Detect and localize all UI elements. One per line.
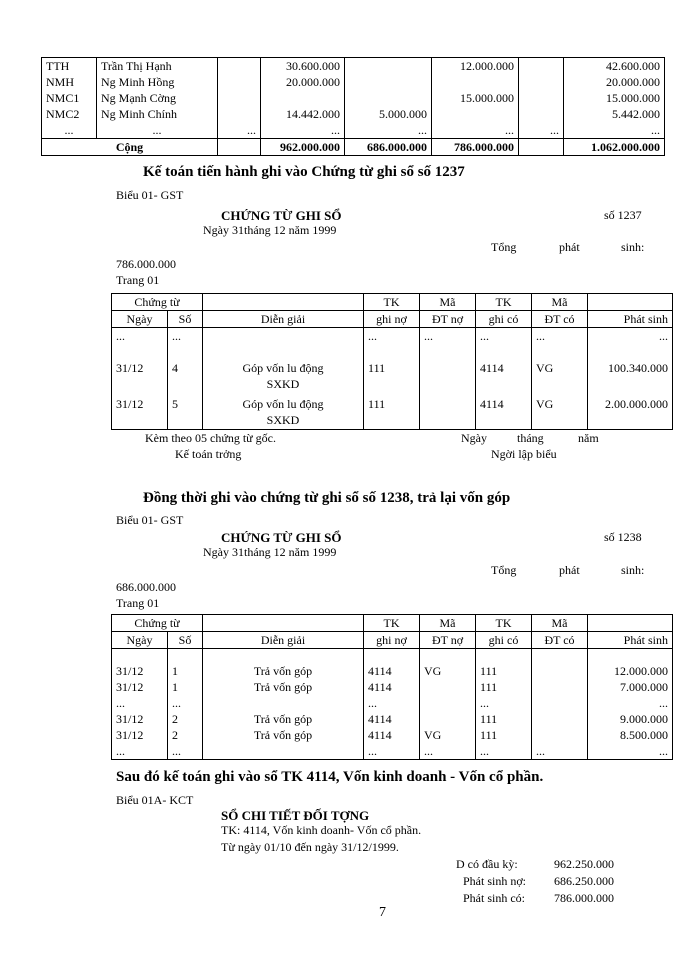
header-dt-co: ĐT có — [532, 632, 588, 649]
table-cell: ... — [218, 122, 261, 139]
empty-cell — [588, 649, 673, 663]
header-tk-no: TK — [364, 294, 420, 311]
table-cell: 12.000.000 — [588, 663, 673, 679]
table-cell: TTH — [42, 58, 97, 75]
header-ngay: Ngày — [112, 311, 168, 328]
header-dien-giai: Diễn giải — [203, 632, 364, 649]
empty-cell — [364, 649, 420, 663]
header-so: Số — [168, 311, 203, 328]
table-cell — [532, 711, 588, 727]
table-cell: ... — [476, 695, 532, 711]
table-row — [112, 346, 673, 396]
table-cell — [420, 711, 476, 727]
section1-total-label-3: sinh: — [621, 240, 645, 254]
table-row — [112, 695, 673, 711]
table-cell: 7.000.000 — [588, 679, 673, 695]
table-cell: 4114 — [364, 727, 420, 743]
table-cell: 111 — [476, 711, 532, 727]
section3-form-code: Biểu 01A- KCT — [116, 793, 194, 807]
table-row — [112, 396, 673, 430]
table-cell: ... — [588, 695, 673, 711]
section1-form-code: Biểu 01- GST — [116, 188, 184, 202]
description-line: SXKD — [266, 376, 300, 391]
table-cell — [519, 90, 564, 106]
table-cell: 31/12 — [112, 727, 168, 743]
table-cell: 30.600.000 — [261, 58, 345, 75]
section1-heading: Kế toán tiến hành ghi vào Chứng từ ghi sổ số 1237 — [143, 164, 465, 180]
header-chung-tu: Chứng từ — [112, 294, 203, 311]
table-cell: ... — [588, 328, 673, 346]
table-cell — [345, 74, 432, 90]
total-value: 1.062.000.000 — [564, 139, 665, 156]
table-cell: ... — [564, 122, 665, 139]
header-dien-giai: Diễn giải — [203, 311, 364, 328]
table-row — [42, 122, 665, 139]
header-tk-no: TK — [364, 615, 420, 632]
table-cell: 111 — [476, 679, 532, 695]
section1-date: Ngày 31tháng 12 năm 1999 — [203, 223, 337, 237]
table-cell: 20.000.000 — [564, 74, 665, 90]
table-cell: 31/12 — [112, 711, 168, 727]
table-cell: ... — [420, 328, 476, 346]
section1-title: CHỨNG TỪ GHI SỔ — [221, 208, 342, 223]
table-cell: ... — [476, 328, 532, 346]
header-phat-sinh: Phát sinh — [588, 632, 673, 649]
table-cell: ... — [261, 122, 345, 139]
empty-cell — [203, 649, 364, 663]
table-cell: Trần Thị Hạnh — [97, 58, 218, 75]
header-ma-no: Mã — [420, 615, 476, 632]
table-cell: VG — [532, 396, 588, 430]
header-ma-co: Mã — [532, 615, 588, 632]
table-cell: 4 — [168, 346, 203, 396]
header-ma-co: Mã — [532, 294, 588, 311]
header-ngay: Ngày — [112, 632, 168, 649]
table-cell: NMC1 — [42, 90, 97, 106]
section2-total-value: 686.000.000 — [116, 580, 176, 594]
summary-row-debit: Phát sinh nợ: 686.250.000 — [463, 874, 614, 888]
header-chung-tu: Chứng từ — [112, 615, 203, 632]
table-cell: 31/12 — [112, 663, 168, 679]
section2-page: Trang 01 — [116, 596, 160, 610]
header-ghi-co: ghi có — [476, 311, 532, 328]
table-cell: 20.000.000 — [261, 74, 345, 90]
page-number: 7 — [379, 905, 386, 920]
table-cell: Ng Minh Chính — [97, 106, 218, 122]
header-tk-co: TK — [476, 615, 532, 632]
table-cell: 12.000.000 — [432, 58, 519, 75]
table-row — [112, 727, 673, 743]
description-cell — [203, 396, 364, 430]
table-cell: ... — [420, 743, 476, 760]
description-cell: Trả vốn góp — [203, 663, 364, 679]
section2-heading: Đồng thời ghi vào chứng từ ghi sổ số 1238, trả lại vốn góp — [143, 490, 511, 506]
table-cell — [218, 74, 261, 90]
table-cell: 31/12 — [112, 679, 168, 695]
description-line: Góp vốn lu động — [242, 360, 324, 375]
sign-date-ngay: Ngày — [461, 431, 487, 445]
total-value: 686.000.000 — [345, 139, 432, 156]
header-dt-no: ĐT nợ — [420, 632, 476, 649]
section1-total-label-2: phát — [559, 240, 580, 254]
section2-total-label-3: sinh: — [621, 563, 645, 577]
table-row — [112, 743, 673, 760]
table-cell — [519, 58, 564, 75]
table-row — [42, 90, 665, 106]
table-cell: 5 — [168, 396, 203, 430]
attach-note: Kèm theo 05 chứng từ gốc. — [145, 431, 276, 445]
table-cell: 2 — [168, 727, 203, 743]
table-cell — [532, 695, 588, 711]
total-value — [218, 139, 261, 156]
section3-heading: Sau đó kế toán ghi vào sổ TK 4114, Vốn kinh doanh - Vốn cổ phần. — [116, 769, 544, 785]
header-so: Số — [168, 632, 203, 649]
section3-line2: Từ ngày 01/10 đến ngày 31/12/1999. — [221, 840, 399, 854]
section1-total-value: 786.000.000 — [116, 257, 176, 271]
table-cell: 111 — [364, 396, 420, 430]
table-cell: ... — [532, 328, 588, 346]
table-cell: ... — [364, 328, 420, 346]
table-cell: 4114 — [364, 679, 420, 695]
summary-row-opening: D có đầu kỳ: 962.250.000 — [456, 857, 614, 871]
description-cell — [203, 743, 364, 760]
table-cell: ... — [519, 122, 564, 139]
table-cell: 111 — [476, 663, 532, 679]
table-cell — [420, 695, 476, 711]
table-cell: 4114 — [364, 711, 420, 727]
table-cell: ... — [532, 743, 588, 760]
table-cell: VG — [420, 663, 476, 679]
voucher-1237-table — [111, 293, 673, 430]
section3-title: SỔ CHI TIẾT ĐỐI TỢNG — [221, 808, 370, 823]
table-cell: 4114 — [476, 396, 532, 430]
table-cell: ... — [112, 743, 168, 760]
table-cell: ... — [112, 695, 168, 711]
sign-date-thang: tháng — [517, 431, 544, 445]
total-value — [519, 139, 564, 156]
table-cell — [532, 679, 588, 695]
header-ma-no: Mã — [420, 294, 476, 311]
table-cell: VG — [420, 727, 476, 743]
table-cell: ... — [364, 695, 420, 711]
capital-contribution-table — [41, 57, 665, 156]
table-cell: ... — [168, 328, 203, 346]
total-value: 962.000.000 — [261, 139, 345, 156]
table-cell: Ng Minh Hồng — [97, 74, 218, 90]
table-cell — [420, 396, 476, 430]
table-cell — [218, 90, 261, 106]
table-cell: 100.340.000 — [588, 346, 673, 396]
table-cell: 15.000.000 — [564, 90, 665, 106]
section3-line1: TK: 4114, Vốn kinh doanh- Vốn cổ phần. — [221, 823, 422, 837]
header-ghi-no: ghi nợ — [364, 311, 420, 328]
description-cell — [203, 695, 364, 711]
total-row — [42, 139, 665, 156]
section2-title: CHỨNG TỪ GHI SỔ — [221, 530, 342, 545]
table-cell — [261, 90, 345, 106]
table-cell — [345, 90, 432, 106]
section1-total-label-1: Tổng — [491, 240, 517, 254]
table-cell: ... — [476, 743, 532, 760]
table-cell: 14.442.000 — [261, 106, 345, 122]
table-cell: ... — [168, 743, 203, 760]
table-cell — [345, 58, 432, 75]
description-line: SXKD — [266, 412, 300, 427]
table-cell: 2 — [168, 711, 203, 727]
table-cell: ... — [345, 122, 432, 139]
table-cell: ... — [97, 122, 218, 139]
table-cell — [218, 58, 261, 75]
description-line: Góp vốn lu động — [242, 396, 324, 411]
description-cell — [203, 328, 364, 346]
table-cell — [420, 346, 476, 396]
table-cell — [532, 727, 588, 743]
table-cell: 9.000.000 — [588, 711, 673, 727]
section1-number: số 1237 — [604, 208, 642, 222]
empty-cell — [476, 649, 532, 663]
table-cell: 31/12 — [112, 396, 168, 430]
description-cell: Trả vốn góp — [203, 711, 364, 727]
header-dt-no: ĐT nợ — [420, 311, 476, 328]
section2-date: Ngày 31tháng 12 năm 1999 — [203, 545, 337, 559]
chief-accountant-label: Kế toán trởng — [175, 447, 242, 461]
table-cell — [532, 663, 588, 679]
empty-cell — [112, 649, 168, 663]
empty-cell — [532, 649, 588, 663]
table-cell: 5.000.000 — [345, 106, 432, 122]
table-cell: 4114 — [476, 346, 532, 396]
table-cell: ... — [168, 695, 203, 711]
empty-cell — [420, 649, 476, 663]
table-row — [112, 711, 673, 727]
table-cell — [519, 106, 564, 122]
table-cell: 31/12 — [112, 346, 168, 396]
table-cell: 42.600.000 — [564, 58, 665, 75]
table-cell: Ng Mạnh Cờng — [97, 90, 218, 106]
table-cell: 2.00.000.000 — [588, 396, 673, 430]
summary-row-credit: Phát sinh có: 786.000.000 — [463, 891, 614, 905]
table-row — [42, 74, 665, 90]
table-row — [112, 679, 673, 695]
table-row — [112, 328, 673, 346]
header-tk-co: TK — [476, 294, 532, 311]
table-cell — [519, 74, 564, 90]
table-cell: 5.442.000 — [564, 106, 665, 122]
section1-page: Trang 01 — [116, 273, 160, 287]
description-cell: Trả vốn góp — [203, 679, 364, 695]
header-ghi-co: ghi có — [476, 632, 532, 649]
sign-date-nam: năm — [578, 431, 599, 445]
section2-total-label-1: Tổng — [491, 563, 517, 577]
table-cell: ... — [42, 122, 97, 139]
section2-number: số 1238 — [604, 530, 642, 544]
table-row — [42, 106, 665, 122]
section2-form-code: Biểu 01- GST — [116, 513, 184, 527]
table-cell — [432, 74, 519, 90]
table-cell: 15.000.000 — [432, 90, 519, 106]
table-cell: 1 — [168, 663, 203, 679]
header-dt-co: ĐT có — [532, 311, 588, 328]
table-cell: ... — [112, 328, 168, 346]
header-phat-sinh: Phát sinh — [588, 311, 673, 328]
table-cell: NMC2 — [42, 106, 97, 122]
table-cell: 1 — [168, 679, 203, 695]
table-cell: 8.500.000 — [588, 727, 673, 743]
table-row — [112, 663, 673, 679]
voucher-1238-table — [111, 614, 673, 760]
table-cell — [420, 679, 476, 695]
table-cell: ... — [364, 743, 420, 760]
total-value: 786.000.000 — [432, 139, 519, 156]
table-cell: NMH — [42, 74, 97, 90]
spacer-row — [112, 649, 673, 663]
table-cell: ... — [432, 122, 519, 139]
table-cell: 4114 — [364, 663, 420, 679]
table-cell — [218, 106, 261, 122]
preparer-label: Ngời lập biểu — [491, 447, 557, 461]
description-cell: Trả vốn góp — [203, 727, 364, 743]
total-label: Cộng — [42, 139, 218, 156]
table-row — [42, 58, 665, 75]
table-cell: 111 — [476, 727, 532, 743]
table-cell: ... — [588, 743, 673, 760]
table-cell: VG — [532, 346, 588, 396]
empty-cell — [168, 649, 203, 663]
table-cell — [432, 106, 519, 122]
description-cell — [203, 346, 364, 396]
header-ghi-no: ghi nợ — [364, 632, 420, 649]
section2-total-label-2: phát — [559, 563, 580, 577]
table-cell: 111 — [364, 346, 420, 396]
